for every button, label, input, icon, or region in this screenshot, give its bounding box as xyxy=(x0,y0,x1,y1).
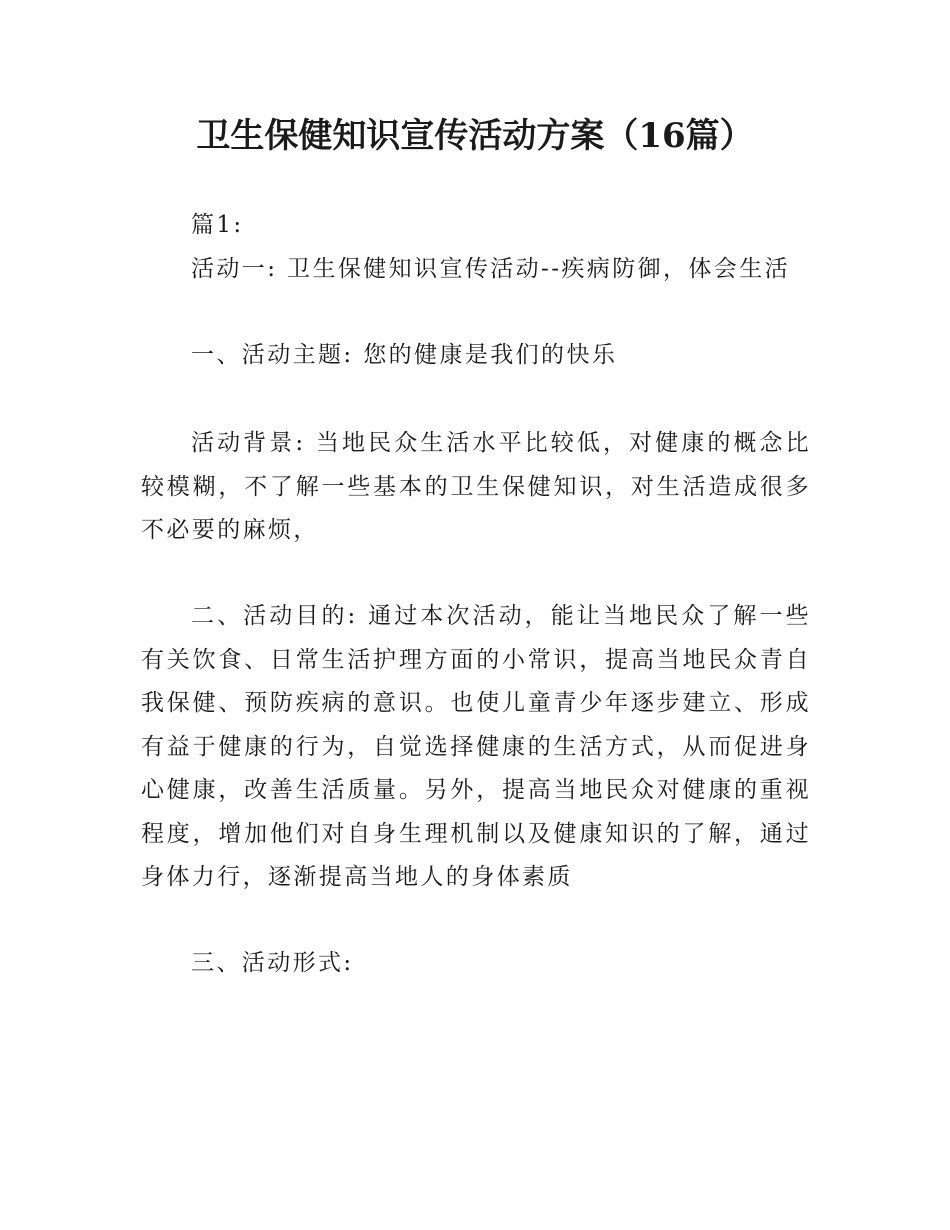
activity-heading: 活动一: 卫生保健知识宣传活动--疾病防御，体会生活 xyxy=(191,256,791,282)
activity-background: 活动背景: 当地民众生活水平比较低，对健康的概念比较模糊，不了解一些基本的卫生保健知识，对生活造成很多不必要的麻烦， xyxy=(141,430,811,543)
activity-form: 三、活动形式: xyxy=(191,950,354,976)
section-label: 篇1: xyxy=(191,212,244,238)
document-title: 卫生保健知识宣传活动方案（16篇） xyxy=(196,116,754,156)
activity-purpose: 二、活动目的: 通过本次活动，能让当地民众了解一些有关饮食、日常生活护理方面的小常识，提高当地民众青自我保健、预防疾病的意识。也使儿童青少年逐步建立、形成有益于健康的行为，自觉选择健康的生活方式，从而促进身心健康，改善生活质量。另外，提高当地民众对健康的重视程度，增加他们对自身生理机制以及健康知识的了解，通过身体力行，逐渐提高当地人的身体素质 xyxy=(141,603,811,890)
activity-theme: 一、活动主题: 您的健康是我们的快乐 xyxy=(191,342,618,368)
